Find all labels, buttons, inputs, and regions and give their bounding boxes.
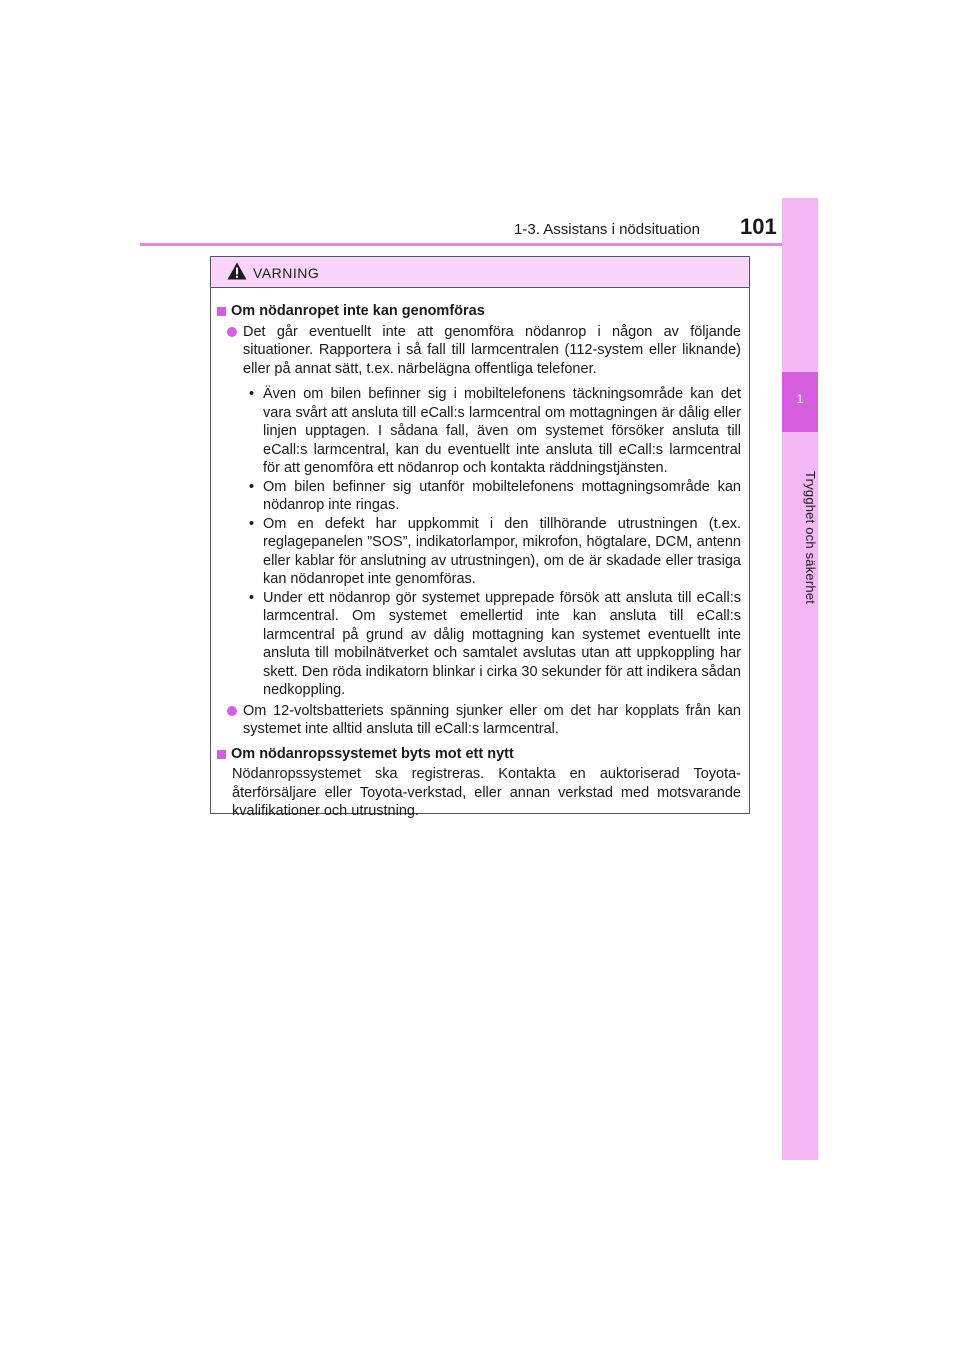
warning-triangle-icon <box>227 262 247 280</box>
dot-icon: • <box>249 386 255 402</box>
bullet-text: Även om bilen befinner sig i mobiltelefonens täckningsområde kan det vara svårt att ansluta till eCall:s larmcentral om mottagningen är dålig eller linjen upptagen. I sådana fall, även om systemet försöker ansluta till eCall:s larmcentral, kan du eventuellt inte ansluta till eCall:s larmcentral för att genomföra ett nödanrop och kontakta räddningstjänsten. <box>263 386 741 476</box>
section-heading-text: Om nödanropssystemet byts mot ett nytt <box>231 745 514 762</box>
chapter-number: 1 <box>796 392 804 406</box>
chapter-title: Trygghet och säkerhet <box>803 471 818 605</box>
bullet-item <box>249 589 741 700</box>
section-heading <box>217 302 741 321</box>
bullet-item <box>249 515 741 589</box>
bullet-item <box>249 385 741 478</box>
section-heading <box>217 745 741 764</box>
bullet-text: Om bilen befinner sig utanför mobiltelefonens mottagningsområde kan nödanrop inte ringas. <box>263 478 741 513</box>
item-text: Om 12-voltsbatteriets spänning sjunker eller om det har kopplats från kan systemet inte alltid ansluta till eCall:s larmcentral. <box>243 702 741 737</box>
bullet-list <box>217 385 741 700</box>
header-rule <box>140 243 818 246</box>
square-bullet-icon <box>217 307 226 316</box>
bullet-text: Under ett nödanrop gör systemet upprepade försök att ansluta till eCall:s larmcentral. Om systemet emellertid inte kan ansluta till eCall:s larmcentral på grund av dålig mottagning kan systemet eventuellt inte ansluta till mobilnätverket och samtalet avslutas utan att uppkoppling har skett. Den röda indikatorn blinkar i cirka 30 sekunder för att indikera sådan nedkoppling. <box>263 589 741 698</box>
warning-body <box>211 288 749 821</box>
chapter-side-tab <box>782 198 818 1160</box>
list-item <box>217 323 741 379</box>
item-text: Det går eventuellt inte att genomföra nödanrop i någon av följande situationer. Rapportera i så fall till larmcentralen (112-system eller liknande) eller på annat sätt, t.ex. närbelägna offentliga telefoner. <box>243 323 741 377</box>
warning-box <box>210 256 750 819</box>
warning-title: VARNING <box>253 265 320 281</box>
dot-icon: • <box>249 515 255 532</box>
dot-icon: • <box>249 589 255 606</box>
bullet-item <box>249 478 741 515</box>
section-title: 1-3. Assistans i nödsituation <box>514 221 700 238</box>
dot-icon: • <box>249 478 255 495</box>
section-heading-text: Om nödanropet inte kan genomföras <box>231 303 485 319</box>
list-item <box>217 702 741 739</box>
circle-bullet-icon <box>227 706 237 716</box>
circle-bullet-icon <box>227 327 237 337</box>
warning-header <box>211 257 749 288</box>
square-bullet-icon <box>217 750 226 759</box>
page-number: 101 <box>740 214 777 239</box>
bullet-text: Om en defekt har uppkommit i den tillhörande utrustningen (t.ex. reglagepanelen ”SOS”, indikatorlampor, mikrofon, högtalare, DCM, antenn eller kablar för anslutning av utrustningen), om de är skadade eller trasiga kan nödanropet inte genomföras. <box>263 515 741 587</box>
section-paragraph: Nödanropssystemet ska registreras. Kontakta en auktoriserad Toyota-återförsäljare eller Toyota-verkstad, eller annan verkstad med motsvarande kvalifikationer och utrustning. <box>232 766 741 819</box>
